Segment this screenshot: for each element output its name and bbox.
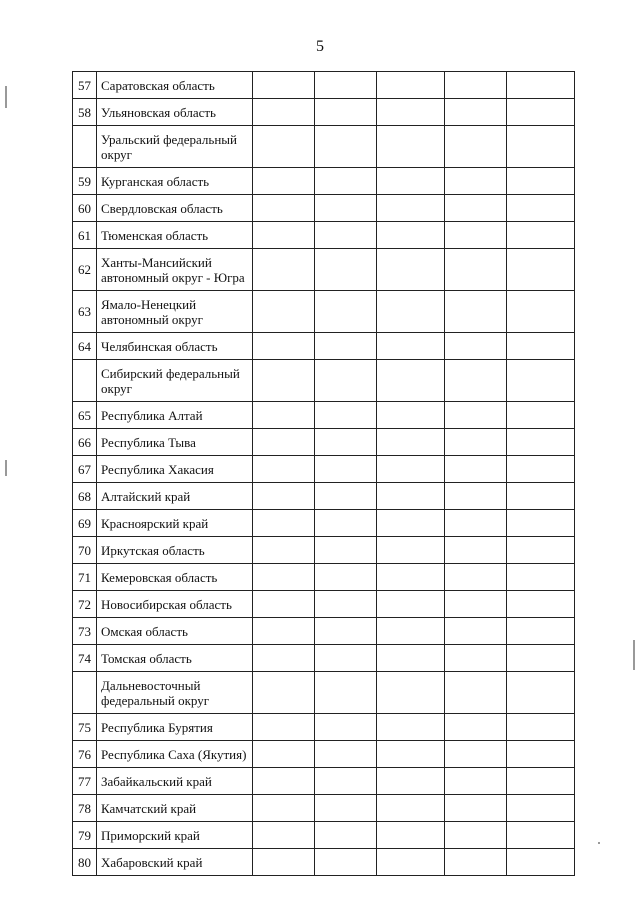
empty-cell [377,402,445,429]
row-number: 78 [73,795,97,822]
empty-cell [507,222,575,249]
empty-cell [507,537,575,564]
empty-cell [315,195,377,222]
row-number: 73 [73,618,97,645]
empty-cell [315,72,377,99]
empty-cell [253,456,315,483]
empty-cell [253,483,315,510]
row-number: 65 [73,402,97,429]
table-row [73,537,575,564]
empty-cell [507,795,575,822]
district-name: Сибирский федеральный округ [97,360,253,402]
empty-cell [507,510,575,537]
empty-cell [445,714,507,741]
empty-cell [315,99,377,126]
empty-cell [253,795,315,822]
empty-cell [253,645,315,672]
empty-cell [253,99,315,126]
empty-cell [507,99,575,126]
scan-margin-mark [5,460,7,476]
empty-cell [507,822,575,849]
empty-cell [377,429,445,456]
table-row [73,510,575,537]
table-row [73,849,575,876]
table-row [73,402,575,429]
empty-cell [507,291,575,333]
empty-cell [377,510,445,537]
region-name: Алтайский край [97,483,253,510]
table-row-district [73,360,575,402]
district-name: Уральский федеральный округ [97,126,253,168]
region-name: Свердловская область [97,195,253,222]
table-row [73,645,575,672]
row-number: 72 [73,591,97,618]
row-number: 57 [73,72,97,99]
table-row-district [73,672,575,714]
empty-cell [445,795,507,822]
region-name: Ульяновская область [97,99,253,126]
empty-cell [377,768,445,795]
table-row [73,741,575,768]
row-number: 66 [73,429,97,456]
empty-cell [377,672,445,714]
empty-cell [445,564,507,591]
region-name: Омская область [97,618,253,645]
empty-cell [377,741,445,768]
empty-cell [315,564,377,591]
regions-table [72,71,575,876]
table-row [73,456,575,483]
empty-cell [253,822,315,849]
empty-cell [315,402,377,429]
empty-cell [507,714,575,741]
region-name: Кемеровская область [97,564,253,591]
empty-cell [315,456,377,483]
empty-cell [377,72,445,99]
empty-cell [253,429,315,456]
empty-cell [315,672,377,714]
row-number: 64 [73,333,97,360]
empty-cell [315,333,377,360]
row-number: 75 [73,714,97,741]
empty-cell [507,429,575,456]
row-number: 76 [73,741,97,768]
table-row [73,168,575,195]
row-number: 74 [73,645,97,672]
empty-cell [445,672,507,714]
empty-cell [315,168,377,195]
region-name: Ханты-Мансийский автономный округ - Югра [97,249,253,291]
empty-cell [253,714,315,741]
row-number: 63 [73,291,97,333]
row-number: 61 [73,222,97,249]
empty-cell [445,741,507,768]
table-row [73,564,575,591]
empty-cell [315,618,377,645]
empty-cell [253,741,315,768]
empty-cell [315,429,377,456]
empty-cell [377,564,445,591]
empty-cell [507,195,575,222]
empty-cell [377,456,445,483]
row-number: 80 [73,849,97,876]
empty-cell [507,402,575,429]
region-name: Саратовская область [97,72,253,99]
region-name: Республика Хакасия [97,456,253,483]
empty-cell [315,249,377,291]
table-row [73,768,575,795]
empty-cell [315,741,377,768]
empty-cell [377,714,445,741]
empty-cell [315,222,377,249]
row-number: 58 [73,99,97,126]
empty-cell [315,291,377,333]
region-name: Иркутская область [97,537,253,564]
region-name: Республика Тыва [97,429,253,456]
empty-cell [253,537,315,564]
empty-cell [507,126,575,168]
empty-cell [315,126,377,168]
empty-cell [377,333,445,360]
empty-cell [253,126,315,168]
empty-cell [445,126,507,168]
empty-cell [445,849,507,876]
row-number [73,126,97,168]
empty-cell [253,591,315,618]
empty-cell [377,99,445,126]
empty-cell [507,849,575,876]
region-name: Ямало-Ненецкий автономный округ [97,291,253,333]
table-row [73,618,575,645]
empty-cell [445,456,507,483]
row-number: 69 [73,510,97,537]
empty-cell [253,72,315,99]
scan-speck [598,842,600,844]
empty-cell [253,222,315,249]
region-name: Забайкальский край [97,768,253,795]
table-row [73,72,575,99]
empty-cell [445,222,507,249]
row-number: 70 [73,537,97,564]
empty-cell [315,645,377,672]
empty-cell [315,795,377,822]
empty-cell [253,768,315,795]
region-name: Республика Саха (Якутия) [97,741,253,768]
empty-cell [507,741,575,768]
empty-cell [377,822,445,849]
empty-cell [315,822,377,849]
region-name: Красноярский край [97,510,253,537]
empty-cell [315,768,377,795]
empty-cell [315,360,377,402]
empty-cell [253,249,315,291]
region-name: Хабаровский край [97,849,253,876]
empty-cell [445,429,507,456]
region-name: Томская область [97,645,253,672]
empty-cell [507,72,575,99]
empty-cell [507,672,575,714]
empty-cell [445,333,507,360]
empty-cell [445,483,507,510]
empty-cell [507,564,575,591]
empty-cell [253,195,315,222]
region-name: Челябинская область [97,333,253,360]
region-name: Камчатский край [97,795,253,822]
empty-cell [253,672,315,714]
empty-cell [377,591,445,618]
region-name: Курганская область [97,168,253,195]
row-number: 60 [73,195,97,222]
row-number: 68 [73,483,97,510]
empty-cell [445,537,507,564]
scan-margin-mark [633,640,635,670]
empty-cell [377,645,445,672]
empty-cell [315,591,377,618]
empty-cell [445,645,507,672]
row-number: 59 [73,168,97,195]
empty-cell [445,768,507,795]
scan-margin-mark [5,86,7,108]
empty-cell [445,360,507,402]
empty-cell [445,291,507,333]
table-row-district [73,126,575,168]
empty-cell [315,510,377,537]
empty-cell [377,360,445,402]
table-row [73,429,575,456]
empty-cell [253,291,315,333]
empty-cell [377,168,445,195]
row-number [73,360,97,402]
empty-cell [253,849,315,876]
empty-cell [507,360,575,402]
empty-cell [507,456,575,483]
empty-cell [253,564,315,591]
page-number: 5 [316,38,324,55]
row-number: 71 [73,564,97,591]
table-row [73,195,575,222]
empty-cell [507,168,575,195]
row-number: 77 [73,768,97,795]
empty-cell [445,402,507,429]
empty-cell [507,249,575,291]
empty-cell [507,618,575,645]
empty-cell [445,591,507,618]
empty-cell [253,168,315,195]
row-number: 79 [73,822,97,849]
empty-cell [445,72,507,99]
empty-cell [445,195,507,222]
empty-cell [315,483,377,510]
row-number: 62 [73,249,97,291]
empty-cell [445,510,507,537]
empty-cell [377,195,445,222]
empty-cell [377,537,445,564]
table-row [73,291,575,333]
empty-cell [253,510,315,537]
empty-cell [377,249,445,291]
empty-cell [253,333,315,360]
table-row [73,222,575,249]
empty-cell [445,249,507,291]
table-row [73,483,575,510]
empty-cell [445,168,507,195]
row-number: 67 [73,456,97,483]
table-row [73,822,575,849]
empty-cell [377,291,445,333]
table-row [73,333,575,360]
empty-cell [253,360,315,402]
region-name: Новосибирская область [97,591,253,618]
empty-cell [377,795,445,822]
empty-cell [507,333,575,360]
region-name: Республика Бурятия [97,714,253,741]
table-row [73,99,575,126]
table-row [73,249,575,291]
region-name: Тюменская область [97,222,253,249]
region-name: Республика Алтай [97,402,253,429]
empty-cell [377,126,445,168]
empty-cell [445,822,507,849]
empty-cell [315,537,377,564]
empty-cell [315,714,377,741]
empty-cell [445,99,507,126]
empty-cell [315,849,377,876]
table-row [73,714,575,741]
empty-cell [253,618,315,645]
empty-cell [377,222,445,249]
table-row [73,591,575,618]
empty-cell [377,849,445,876]
row-number [73,672,97,714]
empty-cell [253,402,315,429]
empty-cell [445,618,507,645]
empty-cell [507,645,575,672]
empty-cell [377,483,445,510]
empty-cell [507,483,575,510]
region-name: Приморский край [97,822,253,849]
district-name: Дальневосточный федеральный округ [97,672,253,714]
empty-cell [377,618,445,645]
table-row [73,795,575,822]
empty-cell [507,591,575,618]
empty-cell [507,768,575,795]
